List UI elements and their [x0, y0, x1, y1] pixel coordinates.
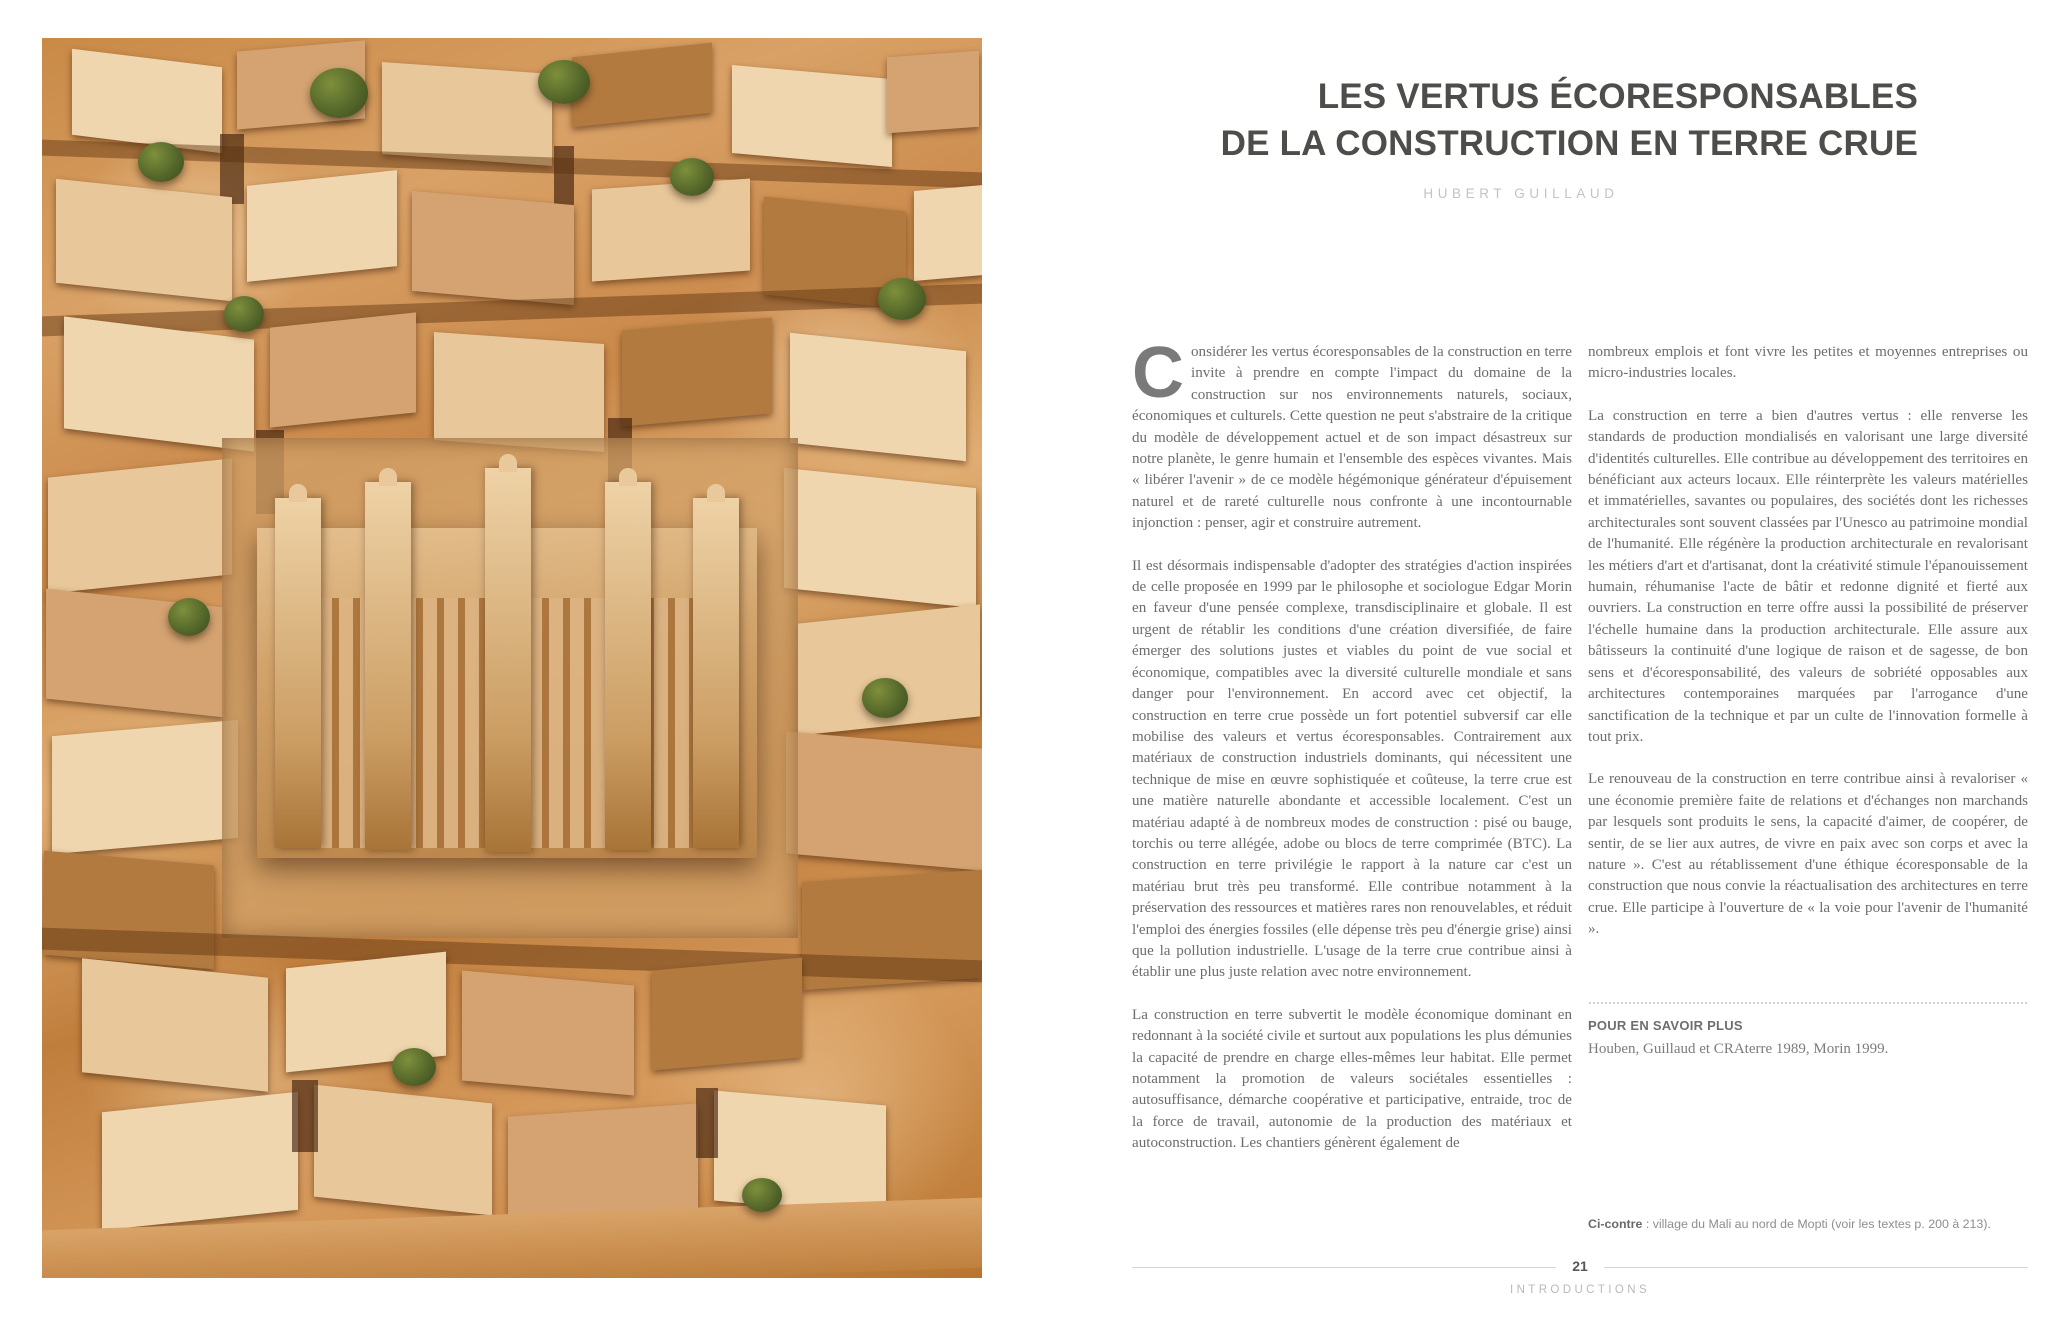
paragraph-left-2: Il est désormais indispensable d'adopter des stratégies d'action inspirées de celle proposée en 1999 par le philosophe et sociologue Edgar Morin en faveur d'une pensée complexe, transdisciplinaire et globale. Il est urgent de rétablir les conditions d'une création diversifiée, de faire émerger des solutions justes et viables du point de vue social et économique, compatibles avec la diversité culturelle mondiale et sans danger pour l'environnement. En accord avec cet objectif, la construction en terre crue possède un fort potentiel subversif car elle mobilise des valeurs et vertus écoresponsables. Contrairement aux matériaux de construction industriels dominants, qui nécessitent une technique de mise en œuvre sophistiquée et coûteuse, la terre crue est une matière naturelle abondante et accessible localement. C'est un matériau adapté à de nombreux modes de construction : pisé ou bauge, torchis ou terre allégée, adobe ou blocs de terre comprimée (BTC). La construction en terre privilégie le rapport à la nature car c'est un matériau brut très peu transformé. Elle contribue notamment à la préservation des ressources et matières rares non renouvelables, et réduit l'emploi des énergies fossiles (elle dépense très peu d'énergie grise) ainsi que la pollution industrielle. L'usage de la terre crue contribue ainsi à établir une plus juste relation avec notre environnement.: [1132, 557, 1572, 981]
dotted-divider: [1588, 1002, 2028, 1004]
paragraph-intro: [1132, 333, 1572, 535]
further-reading-heading: POUR EN SAVOIR PLUS: [1588, 1018, 1743, 1033]
figure-caption: [1588, 1216, 2028, 1233]
caption-lead: Ci-contre: [1588, 1217, 1643, 1231]
drop-cap: C: [1132, 333, 1184, 413]
section-label: INTRODUCTIONS: [1509, 1284, 1651, 1296]
text-page: [1124, 0, 2048, 1322]
great-mosque-structure: [257, 468, 757, 898]
further-reading-block: [1588, 1002, 2028, 1060]
page-title: [1124, 73, 1918, 167]
paragraph-left-3: La construction en terre subvertit le modèle économique dominant en redonnant à la société civile et surtout aux populations les plus démunies la capacité de prendre en charge elles-mêmes leur habitat. Elle permet notamment la promotion de valeurs sociétales essentielles : autosuffisance, démarche coopérative et participative, entraide, troc de la force de travail, autonomie de la production des matériaux et autoconstruction. Les chantiers génèrent également de: [1132, 1006, 1572, 1152]
paragraph-right-1: nombreux emplois et font vivre les petites et moyennes entreprises ou micro-industries locales.: [1588, 344, 2028, 382]
further-reading-reference: Houben, Guillaud et CRAterre 1989, Morin 1999.: [1588, 1041, 1889, 1057]
folio: [1132, 1258, 2028, 1276]
author-byline: HUBERT GUILLAUD: [1423, 186, 1619, 201]
photo-canvas: [42, 38, 982, 1278]
title-line-1: LES VERTUS ÉCORESPONSABLES: [1317, 77, 1918, 117]
paragraph-right-3: Le renouveau de la construction en terre contribue ainsi à revaloriser « une économie première faite de relations et d'échanges non marchands par lesquels sont produits le sens, la capacité d'aimer, de coopérer, de sentir, de se lier aux autres, de vivre en paix avec son corps et avec la nature ». C'est au rétablissement d'une éthique écoresponsable de la construction que nous convie la réactualisation des architectures en terre crue. Elle participe à l'ouverture de « la voie pour l'avenir de l'humanité ».: [1588, 771, 2028, 938]
page-footer: [1132, 1258, 2028, 1296]
caption-text: : village du Mali au nord de Mopti (voir les textes p. 200 à 213).: [1642, 1217, 1991, 1231]
aerial-view-mali-village-photo: [42, 38, 982, 1278]
title-line-2: DE LA CONSTRUCTION EN TERRE CRUE: [1220, 124, 1918, 164]
paragraph-right-2: La construction en terre a bien d'autres vertus : elle renverse les standards de production mondialisés en valorisant une large diversité d'identités culturelles. Elle contribue au développement des territoires en bénéficiant aux acteurs locaux. Elle réinterprète les valeurs matérielles et immatérielles, savantes ou populaires, des sociétés dont les richesses architecturales sont souvent classées par l'Unesco au patrimoine mondial de l'humanité. Elle régénère la production architecturale en revalorisant les métiers d'art et d'artisanat, dont la créativité stimule l'épanouissement humain, réhumanise l'acte de bâtir et redonne dignité et fierté aux ouvriers. La construction en terre offre aussi la possibilité de préserver l'échelle humaine dans la production architecturale. Elle assure aux bâtisseurs la continuité d'une logique de raison et de sagesse, de bon sens et d'écoresponsabilité, des valeurs de sobriété opposables aux architectures contemporaines marquées par l'arrogance d'une sanctification de la technique et par un culte de l'innovation formelle à tout prix.: [1588, 407, 2028, 745]
column-left: [1132, 333, 1572, 1155]
page-number: 21: [1556, 1258, 1604, 1274]
paragraph-intro-text: onsidérer les vertus écoresponsables de la construction en terre invite à prendre en compte l'impact du domaine de la construction sur nos environnements naturels, sociaux, économiques et culturels. Cette question ne peut s'abstraire de la critique du modèle de développement actuel et de son impact désastreux sur notre planète, le genre humain et l'ensemble des espèces vivantes. Mais « libérer l'avenir » de ce modèle hégémonique générateur d'épuisement naturel et de rareté culturelle nous confronte à une incontournable injonction : penser, agir et construire autrement.: [1132, 344, 1572, 532]
